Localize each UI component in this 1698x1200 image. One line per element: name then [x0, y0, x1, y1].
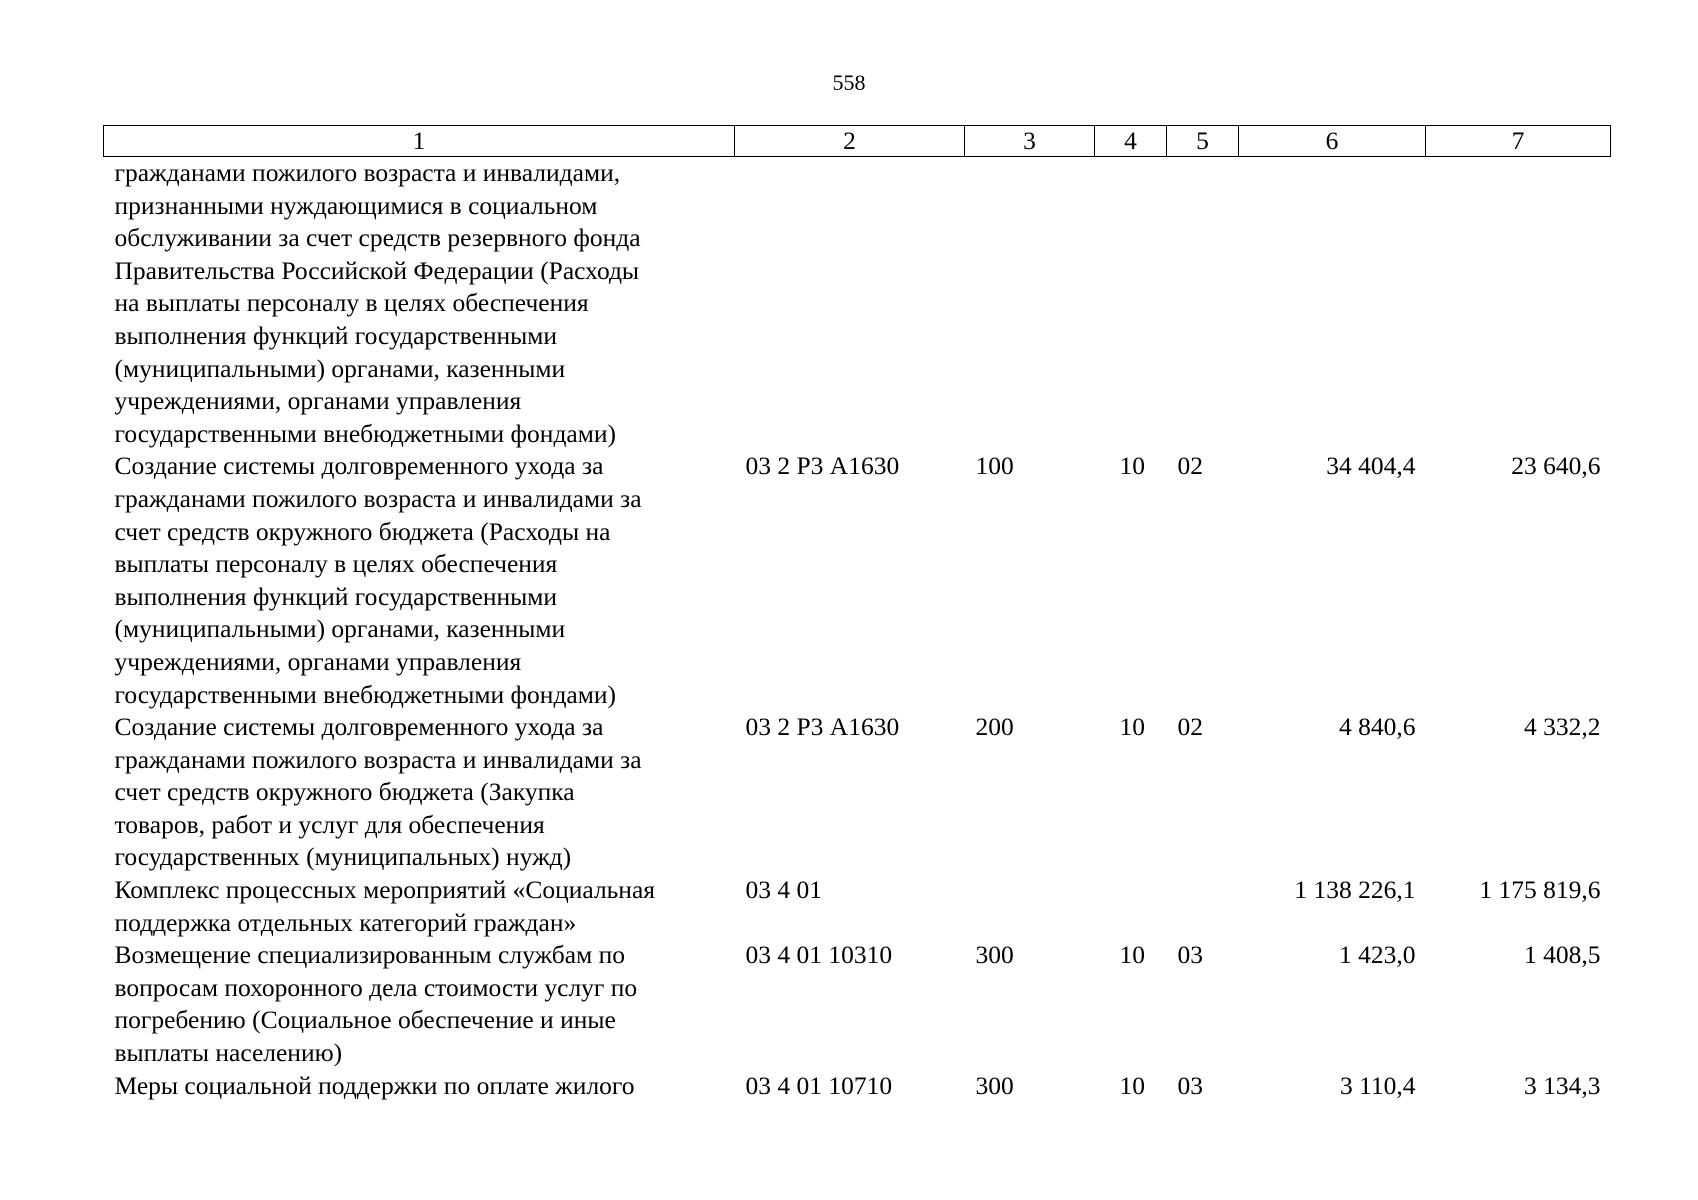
description-line: выполнения функций государственными	[114, 320, 558, 350]
description-line: учреждениями, органами управления	[114, 386, 522, 416]
description-line: государственными внебюджетными фондами)	[114, 679, 617, 709]
table-row	[104, 711, 1611, 874]
row-amount-col6: 4 840,6	[1339, 712, 1416, 742]
row-section: 10	[1119, 1070, 1145, 1100]
description-line: выплаты персоналу в целях обеспечения	[114, 549, 558, 579]
description-line: выплаты населению)	[114, 1038, 343, 1068]
row-subsection: 03	[1177, 1070, 1203, 1100]
row-subsection: 03	[1177, 940, 1203, 970]
header-col-5: 5	[1167, 126, 1239, 157]
row-amount-col6	[1239, 157, 1426, 451]
row-amount-col7: 4 332,2	[1524, 712, 1601, 742]
row-amount-col7: 1 175 819,6	[1479, 875, 1601, 905]
description-line: Правительства Российской Федерации (Расходы	[114, 255, 640, 285]
row-expense-type: 200	[975, 712, 1014, 742]
row-description	[104, 939, 735, 1069]
row-description	[104, 450, 735, 711]
description-line: выполнения функций государственными	[114, 581, 558, 611]
row-code	[735, 157, 965, 451]
row-amount-col6: 3 110,4	[1339, 1070, 1416, 1100]
row-subsection	[1167, 157, 1239, 451]
row-expense-type: 100	[975, 451, 1014, 481]
description-line: учреждениями, органами управления	[114, 646, 522, 676]
description-line: обслуживании за счет средств резервного фонда	[114, 223, 641, 253]
row-subsection	[1167, 874, 1239, 939]
header-col-6: 6	[1239, 126, 1426, 157]
row-expense-type	[965, 157, 1095, 451]
description-line: (муниципальными) органами, казенными	[114, 353, 566, 383]
header-col-2: 2	[735, 126, 965, 157]
table-body	[104, 157, 1611, 1103]
description-line: Создание системы долговременного ухода за	[114, 712, 604, 742]
description-line: Комплекс процессных мероприятий «Социальная	[114, 875, 655, 905]
row-description	[104, 1070, 735, 1103]
row-amount-col7: 3 134,3	[1524, 1070, 1601, 1100]
table-row	[104, 874, 1611, 939]
header-col-1: 1	[104, 126, 735, 157]
header-col-4: 4	[1095, 126, 1167, 157]
description-line: гражданами пожилого возраста и инвалидами,	[114, 158, 621, 187]
row-section	[1095, 157, 1167, 451]
row-section: 10	[1119, 940, 1145, 970]
row-amount-col6: 1 423,0	[1339, 940, 1416, 970]
description-line: признанными нуждающимися в социальном	[114, 190, 598, 220]
row-amount-col7	[1426, 157, 1611, 451]
row-subsection: 02	[1177, 451, 1203, 481]
row-description	[104, 157, 735, 451]
row-code: 03 4 01 10710	[745, 1070, 893, 1100]
table-row	[104, 939, 1611, 1069]
row-section: 10	[1119, 712, 1145, 742]
description-line: государственных (муниципальных) нужд)	[114, 842, 572, 872]
row-expense-type: 300	[975, 1070, 1014, 1100]
row-amount-col7: 23 640,6	[1511, 451, 1601, 481]
description-line: Создание системы долговременного ухода за	[114, 451, 604, 481]
row-expense-type	[965, 874, 1095, 939]
table-row	[104, 1070, 1611, 1103]
description-line: поддержка отдельных категорий граждан»	[114, 907, 577, 937]
row-section	[1095, 874, 1167, 939]
row-code: 03 2 Р3 А1630	[745, 712, 900, 742]
header-col-7: 7	[1426, 126, 1611, 157]
row-code: 03 4 01 10310	[745, 940, 893, 970]
page-number: 558	[832, 70, 866, 95]
table-row	[104, 157, 1611, 451]
table-row	[104, 450, 1611, 711]
description-line: вопросам похоронного дела стоимости услуг по	[114, 972, 638, 1002]
row-section: 10	[1119, 451, 1145, 481]
row-description	[104, 711, 735, 874]
row-code: 03 2 Р3 А1630	[745, 451, 900, 481]
description-line: на выплаты персоналу в целях обеспечения	[114, 288, 589, 318]
row-expense-type: 300	[975, 940, 1014, 970]
header-row	[104, 126, 1611, 157]
row-amount-col7: 1 408,5	[1524, 940, 1601, 970]
description-line: товаров, работ и услуг для обеспечения	[114, 809, 545, 839]
description-line: счет средств окружного бюджета (Закупка	[114, 777, 575, 807]
row-description	[104, 874, 735, 939]
row-amount-col6: 1 138 226,1	[1294, 875, 1416, 905]
description-line: счет средств окружного бюджета (Расходы на	[114, 516, 611, 546]
description-line: Возмещение специализированным службам по	[114, 940, 625, 970]
description-line: государственными внебюджетными фондами)	[114, 418, 617, 448]
row-amount-col6: 34 404,4	[1326, 451, 1416, 481]
budget-table	[103, 125, 1611, 1102]
description-line: гражданами пожилого возраста и инвалидами за	[114, 744, 642, 774]
description-line: (муниципальными) органами, казенными	[114, 614, 566, 644]
header-col-3: 3	[965, 126, 1095, 157]
row-subsection: 02	[1177, 712, 1203, 742]
row-code: 03 4 01	[745, 875, 822, 905]
description-line: гражданами пожилого возраста и инвалидами за	[114, 483, 642, 513]
description-line: погребению (Социальное обеспечение и иные	[114, 1005, 616, 1035]
description-line: Меры социальной поддержки по оплате жилого	[114, 1070, 635, 1100]
